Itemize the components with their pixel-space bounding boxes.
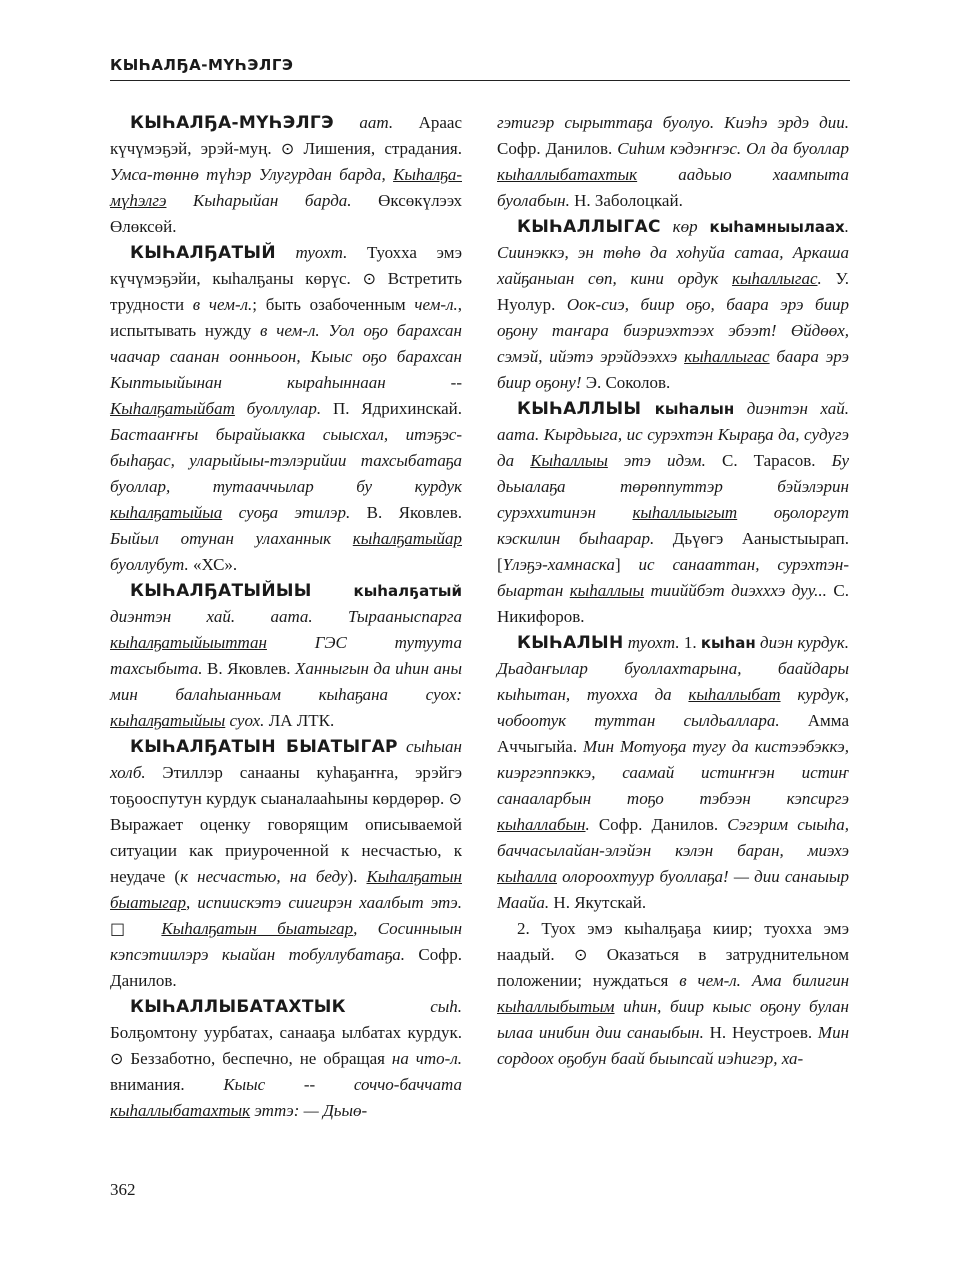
example-keyword: кыһаллыы: [569, 581, 645, 600]
example-text: тииййбэт диэхххэ дуу...: [644, 581, 827, 600]
translation-text: Беззаботно, беспечно, не обращая: [123, 1049, 392, 1068]
headword: КЫҺАЛЛЫБАТАХТЫК: [130, 997, 346, 1017]
example-text: Бу дьыалаҕа төрөппуттэр бэйэлэрин сурэххитинэн: [497, 451, 849, 522]
example-text: Кыһарыйан барда.: [166, 191, 352, 210]
example-keyword: кыһаллыгас: [684, 347, 770, 366]
source-author: П. Ядрихинскай.: [321, 399, 462, 418]
headword: КЫҺАЛҔА-МҮҺЭЛГЭ: [130, 113, 334, 133]
example-text: , Сосинныын кэпсэтиилэрэ кыайан тобуллубатаҕа.: [110, 919, 462, 964]
example-keyword: кыһаллыгас: [732, 269, 818, 288]
grammar-label: аат.: [333, 113, 394, 132]
example-text: баара эрэ биир оҕону!: [497, 347, 849, 392]
source-author: С. Никифоров.: [497, 581, 849, 626]
headword: КЫҺАЛЫН: [517, 633, 624, 653]
grammar-label: көр: [660, 217, 710, 236]
source-author: В. Яковлев.: [350, 503, 462, 522]
definition-text: Туохха эмэ күчүмэҕэйи, кыһалҕаны көрүс.: [110, 243, 462, 288]
grammar-label: туохт.: [623, 633, 680, 652]
source-author: У. Нуолур.: [497, 269, 849, 314]
translation-note: в чем-л.: [679, 971, 752, 990]
example-text: буоллубут.: [110, 555, 189, 574]
square-icon: □: [110, 919, 142, 938]
example-text: Кыыс -- соччо-баччата: [223, 1075, 462, 1094]
example-text: ис санааттан, сурэхтэн-быартан: [497, 555, 849, 600]
headword: КЫҺАЛЛЫГАС: [517, 217, 661, 237]
sense-number: 1.: [679, 633, 701, 652]
example-keyword: кыһаллыыгыт: [632, 503, 738, 522]
entry-kyhallyy: [497, 396, 849, 630]
example-text: Оок-сиэ, биир оҕо, баара эрэ биир оҕону таҥара биэриэхтээх эбээт! Өйдөөх, сэмэй, ийэтэ эрэйдээххэ: [497, 295, 849, 366]
cross-reference: кыһан: [700, 634, 756, 652]
example-text: Уол оҕо барахсан чаачар саанан оонньоон, Кыыс оҕо барахсан Кыптыыйынан кыраһыннаан --: [110, 321, 462, 392]
example-text: курдук, чобоотук туттан сылдьаллара.: [497, 685, 849, 730]
source-author: Өксөкүлээх Өлөксөй.: [110, 191, 462, 236]
header-rule: [110, 80, 850, 81]
page-number: 362: [110, 1180, 136, 1199]
cross-reference: кыһалын: [641, 400, 735, 418]
source-author: Софр. Данилов.: [110, 945, 462, 990]
example-text: Мин Мотуоҕа тугу да кистээбэккэ, киэргэппэккэ, саамай истиҥҥэн истиҥ санааларбын тоҕо тэбээн кэпсиргэ: [497, 737, 849, 808]
example-text: иһин, биир кыыс оҕону булан ылаа инибин дии санаыбын.: [497, 997, 849, 1042]
circle-dot-icon: ⊙: [110, 1049, 124, 1068]
example-text: Сиһим кэдэҥҥэс. Ол да буоллар: [617, 139, 850, 158]
entry-kyhallygas: [497, 214, 849, 396]
example-keyword: кыһаллыбатахтык: [110, 1101, 251, 1120]
entry-kyhalgatyiyy: [110, 578, 462, 734]
headword: КЫҺАЛҔАТЫЙ: [130, 243, 276, 263]
translation-text: Встретить трудности: [110, 269, 462, 314]
example-text: Үлэҕэ-хамнаска: [502, 555, 615, 574]
left-column: [110, 110, 462, 1124]
headword: КЫҺАЛҔАТЫН БЫАТЫГАР: [130, 737, 398, 757]
example-text: Мин сордоох оҕобун баай быыпсай иэһигэр, ха-: [497, 1023, 850, 1068]
entry-kyhalyn-sense-2: [497, 916, 849, 1072]
example-text: , испиискэтэ сиигирэн хаалбыт этэ.: [186, 893, 462, 912]
example-text: ГЭС тутуута тахсыбыта.: [110, 633, 462, 678]
example-text: диэнтэн хай. аата. Тырааныспарга: [110, 607, 462, 626]
definition-text: 2. Туох эмэ кыһалҕаҕа киир; туохха эмэ наадый.: [497, 919, 849, 964]
example-keyword: кыһалла: [497, 867, 557, 886]
example-keyword: кыһаллыбатахтык: [497, 165, 638, 184]
translation-note: в чем-л.: [192, 295, 253, 314]
example-text: Умса-төннө түһэр Улугурдан барда,: [110, 165, 394, 184]
source-author: С. Тарасов.: [705, 451, 832, 470]
example-text: Ханныгын да иһин аны мин балаһыанньам кыһаҕана суох:: [110, 659, 463, 704]
source-author: Дьүөгэ Ааныстыырап. [: [497, 529, 849, 574]
example-text: аадьыо хаампыта буолабын.: [497, 165, 849, 210]
entry-kyhalgatyi: [110, 240, 462, 578]
example-text: Быйыл отунан улаханнык: [110, 529, 353, 548]
source-author: Н. Неустроев.: [703, 1023, 818, 1042]
source-author: ЛА ЛТК.: [264, 711, 335, 730]
cross-reference: кыһамныылаах: [709, 218, 845, 236]
running-head: КЫҺАЛҔА-МҮҺЭЛГЭ: [110, 56, 294, 74]
example-text: . Сиинэккэ, эн төһө да хоһуйа сатаа, Аркаша хайҕаныан сөп, кини ордук: [497, 217, 849, 288]
example-text: Бастааҥҥы бырайыакка сыысхал, итэҕэс-быһаҕас, уларыйыы-тэлэрийии тахсыбатаҕа буоллар, тутааччылар бу курдук: [110, 425, 462, 496]
translation-text: Оказаться в затруднительном положении; нуждаться: [497, 945, 850, 990]
example-keyword: Кыһаллыы: [530, 451, 608, 470]
example-text: этэ идэм.: [607, 451, 706, 470]
translation-text: внимания.: [110, 1075, 224, 1094]
definition-text: Болҕомтону уурбатах, санааҕа ылбатах курдук.: [110, 1023, 462, 1042]
example-keyword: кыһалҕатыйар: [352, 529, 462, 548]
example-text: .: [817, 269, 822, 288]
example-text: оҕолоргут кэскилин быһаарар.: [497, 503, 849, 548]
grammar-label: туохт.: [275, 243, 348, 262]
cross-reference: кыһалҕатый: [311, 582, 462, 600]
example-keyword: кыһалҕатыйыы: [110, 711, 226, 730]
source-author: Н. Заболоцкай.: [569, 191, 683, 210]
translation-text: Лишения, страдания.: [294, 139, 463, 158]
source-author: Софр. Данилов.: [589, 815, 728, 834]
example-keyword: кыһаллыбат: [688, 685, 781, 704]
example-keyword: кыһалҕатыйыыттан: [110, 633, 267, 652]
definition-text: Араас күчүмэҕэй, эрэй-муң.: [110, 113, 462, 158]
headword: КЫҺАЛҔАТЫЙЫЫ: [130, 581, 312, 601]
definition-text: Этиллэр санааны куһаҕаҥҥа, эрэйгэ тоҕооспутун курдук сыаналааһыны көрдөрөр.: [110, 763, 462, 808]
example-text: эттэ: — Дьыө-: [250, 1101, 368, 1120]
grammar-label: сыһыан холб.: [110, 737, 462, 782]
translation-note: в чем-л.: [260, 321, 329, 340]
source-author: Амма Аччыгыйа.: [497, 711, 849, 756]
translation-text: , испытывать нужду: [110, 295, 462, 340]
source-author: ]: [614, 555, 639, 574]
grammar-label: сыһ.: [345, 997, 462, 1016]
circle-dot-icon: ⊙: [574, 945, 588, 964]
example-text: диэнтэн хай. аата. Кырдьыга, ис сурэхтэн Кыраҕа да, судугэ да: [497, 399, 850, 470]
example-keyword: кыһаллабын: [497, 815, 586, 834]
example-keyword: Кыһалҕатын быатыгар: [161, 919, 354, 938]
example-text: суоҕа этилэр.: [222, 503, 351, 522]
example-keyword: кыһаллыбытым: [497, 997, 615, 1016]
circle-dot-icon: ⊙: [280, 139, 295, 158]
source-author: «ХС».: [188, 555, 238, 574]
translation-note: к несчастью, на беду: [180, 867, 348, 886]
source-author: Н. Якутскай.: [549, 893, 647, 912]
example-text: .: [585, 815, 590, 834]
example-text: Ама билигин: [751, 971, 850, 990]
entry-kyhalga-muhelge: [110, 110, 462, 240]
example-keyword: Кыһалҕатыйбат: [110, 399, 235, 418]
right-column: [497, 110, 849, 1072]
circle-dot-icon: ⊙: [448, 789, 462, 808]
entry-continuation: [497, 110, 849, 214]
example-text: буоллулар.: [234, 399, 322, 418]
headword: КЫҺАЛЛЫЫ: [517, 399, 642, 419]
example-keyword: кыһалҕатыйыа: [110, 503, 223, 522]
source-author: Софр. Данилов.: [497, 139, 618, 158]
circle-dot-icon: ⊙: [362, 269, 376, 288]
entry-kyhallybatakhtyk: [110, 994, 462, 1124]
translation-note: чем-л.: [414, 295, 458, 314]
example-keyword: Кыһалҕа-мүһэлгэ: [110, 165, 462, 210]
entry-kyhalyn: [497, 630, 849, 916]
example-text: суох.: [225, 711, 265, 730]
example-text: диэн курдук. Дьадаҥылар буоллахтарына, баайдары кыһытан, туохха да: [497, 633, 850, 704]
source-author: В. Яковлев.: [202, 659, 296, 678]
example-text: гэтигэр сырыттаҕа буолуо. Киэһэ эрдэ дии.: [497, 113, 849, 132]
example-text: Сэгэрим сыыһа, баччасылайан-элэйэн кэлэн баран, миэхэ: [497, 815, 850, 860]
entry-kyhalgatyn-byatygar: [110, 734, 462, 994]
translation-text: ; быть озабоченным: [252, 295, 415, 314]
translation-text: ).: [347, 867, 367, 886]
translation-text: Выражает оценку говорящим описываемой ситуации как приуроченной к несчастью, к неудаче (: [110, 815, 462, 886]
example-text: олороохтуур буоллаҕа! — дии санаыыр Маайа.: [497, 867, 849, 912]
translation-note: на что-л.: [391, 1049, 462, 1068]
source-author: Э. Соколов.: [581, 373, 671, 392]
example-keyword: Кыһалҕатын быатыгар: [110, 867, 462, 912]
